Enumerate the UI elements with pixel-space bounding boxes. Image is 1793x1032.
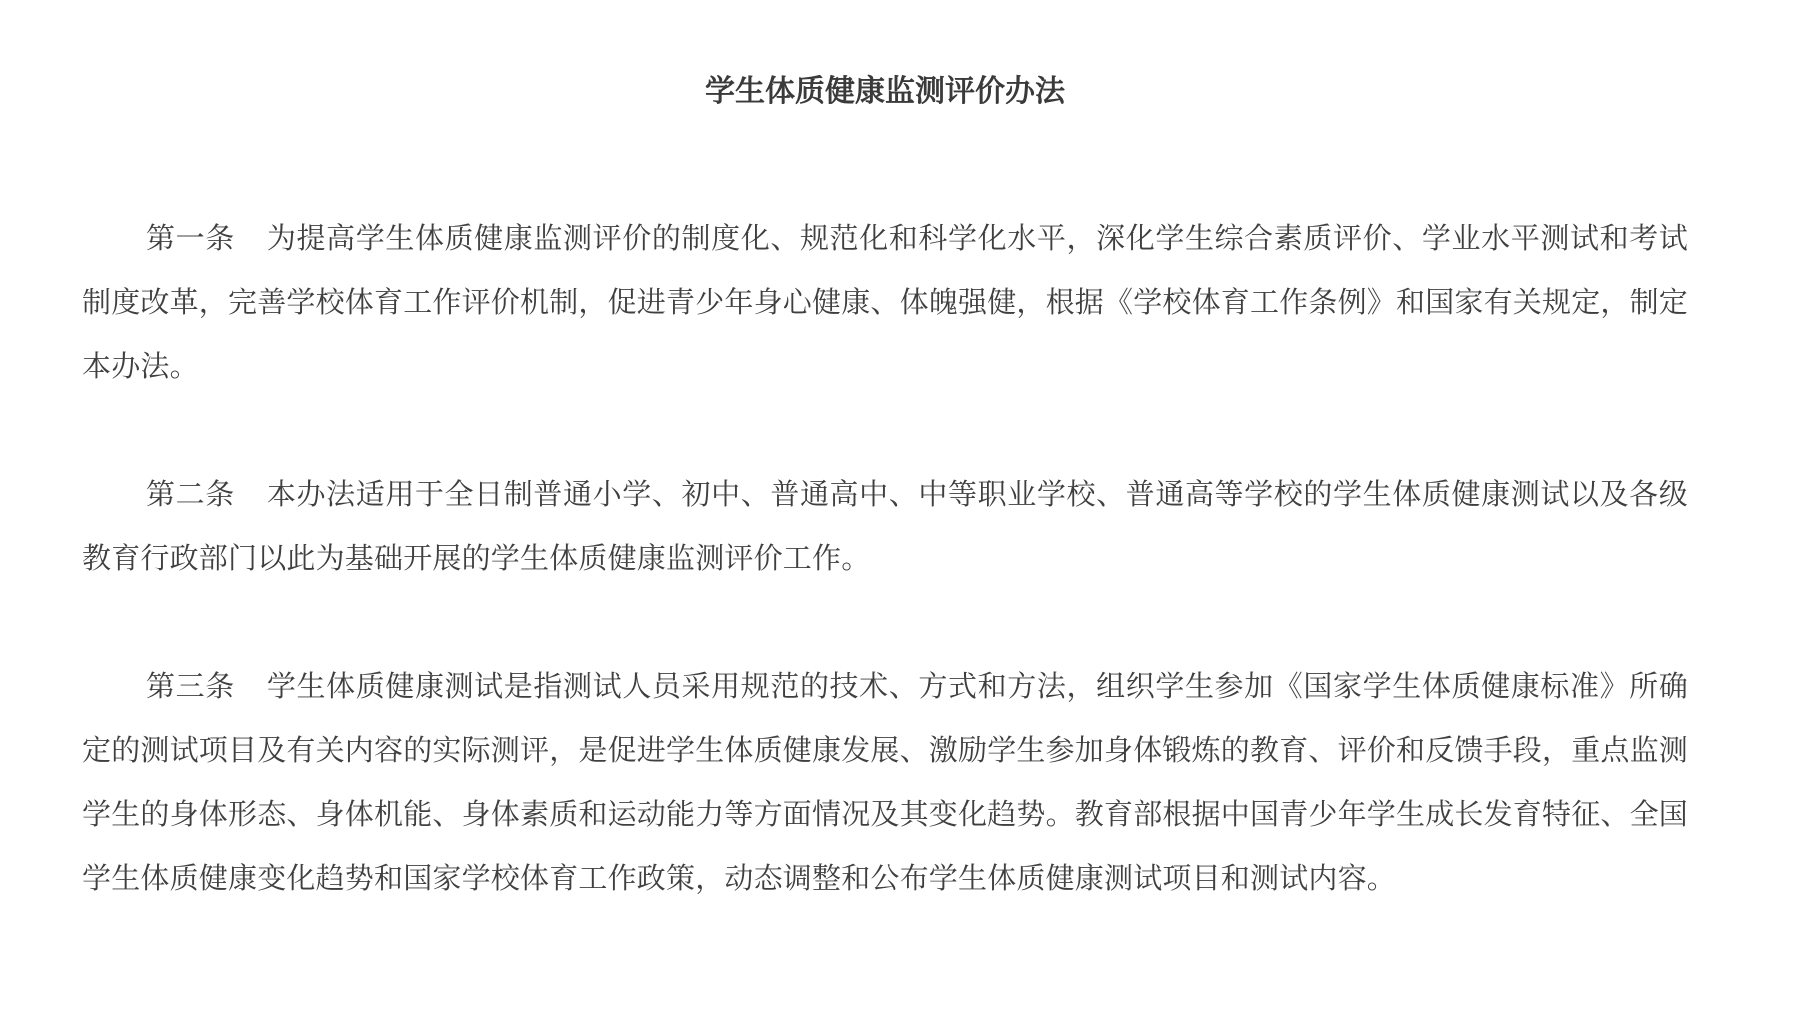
article-1: [82, 206, 1688, 398]
article-text: 为提高学生体质健康监测评价的制度化、规范化和科学化水平，深化学生综合素质评价、学业水平测试和考试制度改革，完善学校体育工作评价机制，促进青少年身心健康、体魄强健，根据《学校体育工作条例》和国家有关规定，制定本办法。: [82, 221, 1689, 383]
article-number: 第三条: [146, 669, 235, 703]
article-number: 第一条: [146, 221, 235, 255]
article-3: [82, 654, 1688, 910]
document-page: [82, 60, 1688, 974]
document-title: 学生体质健康监测评价办法: [705, 74, 1065, 109]
article-number: 第二条: [146, 477, 235, 511]
article-text: 学生体质健康测试是指测试人员采用规范的技术、方式和方法，组织学生参加《国家学生体质健康标准》所确定的测试项目及有关内容的实际测评，是促进学生体质健康发展、激励学生参加身体锻炼的教育、评价和反馈手段，重点监测学生的身体形态、身体机能、身体素质和运动能力等方面情况及其变化趋势。教育部根据中国青少年学生成长发育特征、全国学生体质健康变化趋势和国家学校体育工作政策，动态调整和公布学生体质健康测试项目和测试内容。: [82, 669, 1689, 895]
article-text: 本办法适用于全日制普通小学、初中、普通高中、中等职业学校、普通高等学校的学生体质健康测试以及各级教育行政部门以此为基础开展的学生体质健康监测评价工作。: [82, 477, 1688, 575]
article-2: [82, 462, 1688, 590]
